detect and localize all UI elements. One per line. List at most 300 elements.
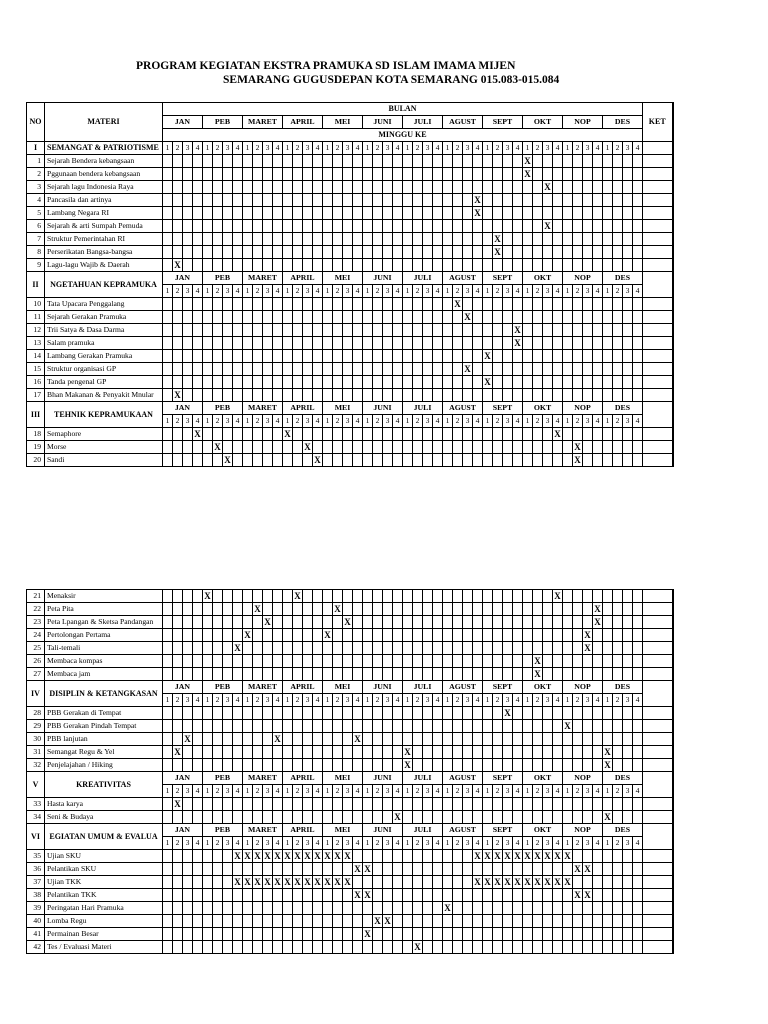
schedule-cell bbox=[553, 233, 563, 246]
schedule-cell bbox=[503, 350, 513, 363]
schedule-cell bbox=[163, 194, 173, 207]
schedule-cell bbox=[273, 168, 283, 181]
schedule-cell bbox=[323, 155, 333, 168]
schedule-cell bbox=[533, 194, 543, 207]
schedule-cell bbox=[563, 811, 573, 824]
week-number: 3 bbox=[343, 785, 353, 798]
schedule-cell bbox=[313, 207, 323, 220]
schedule-cell bbox=[363, 259, 373, 272]
activity-row bbox=[27, 181, 673, 194]
schedule-cell bbox=[243, 928, 253, 941]
schedule-cell bbox=[463, 798, 473, 811]
schedule-cell bbox=[463, 941, 473, 954]
month-header: JUNI bbox=[363, 402, 403, 415]
schedule-cell bbox=[443, 454, 453, 467]
schedule-cell bbox=[383, 642, 393, 655]
schedule-cell bbox=[513, 233, 523, 246]
schedule-cell bbox=[583, 746, 593, 759]
schedule-cell bbox=[353, 246, 363, 259]
schedule-cell bbox=[463, 389, 473, 402]
schedule-cell bbox=[173, 220, 183, 233]
month-header: PEB bbox=[203, 272, 243, 285]
schedule-mark: X bbox=[224, 455, 231, 465]
schedule-cell bbox=[353, 194, 363, 207]
schedule-cell bbox=[173, 928, 183, 941]
schedule-cell bbox=[303, 324, 313, 337]
schedule-cell bbox=[373, 259, 383, 272]
week-number: 2 bbox=[213, 694, 223, 707]
schedule-cell bbox=[503, 389, 513, 402]
schedule-cell bbox=[243, 233, 253, 246]
schedule-cell bbox=[353, 655, 363, 668]
schedule-cell bbox=[563, 220, 573, 233]
week-number: 1 bbox=[323, 142, 333, 155]
schedule-cell bbox=[493, 298, 503, 311]
schedule-cell bbox=[533, 928, 543, 941]
schedule-cell bbox=[373, 207, 383, 220]
schedule-cell bbox=[183, 194, 193, 207]
schedule-cell bbox=[603, 376, 613, 389]
schedule-cell bbox=[543, 733, 553, 746]
schedule-cell bbox=[383, 259, 393, 272]
schedule-cell bbox=[563, 207, 573, 220]
ket-cell bbox=[643, 142, 673, 155]
schedule-cell bbox=[233, 590, 243, 603]
week-number: 1 bbox=[323, 285, 333, 298]
schedule-cell bbox=[453, 733, 463, 746]
schedule-cell bbox=[523, 889, 533, 902]
schedule-cell bbox=[543, 915, 553, 928]
schedule-cell bbox=[613, 246, 623, 259]
schedule-cell bbox=[523, 863, 533, 876]
schedule-cell bbox=[213, 220, 223, 233]
schedule-cell bbox=[583, 655, 593, 668]
schedule-cell bbox=[323, 207, 333, 220]
row-number: 31 bbox=[27, 746, 45, 759]
schedule-cell bbox=[393, 902, 403, 915]
month-header: SEPT bbox=[483, 824, 523, 837]
schedule-cell bbox=[293, 233, 303, 246]
schedule-cell bbox=[473, 311, 483, 324]
schedule-cell bbox=[623, 707, 633, 720]
schedule-cell bbox=[363, 363, 373, 376]
schedule-cell bbox=[313, 233, 323, 246]
schedule-cell bbox=[183, 798, 193, 811]
schedule-cell bbox=[533, 220, 543, 233]
schedule-cell bbox=[203, 720, 213, 733]
schedule-cell bbox=[473, 616, 483, 629]
schedule-cell bbox=[583, 590, 593, 603]
schedule-cell bbox=[353, 876, 363, 889]
schedule-cell bbox=[163, 168, 173, 181]
schedule-cell bbox=[223, 259, 233, 272]
schedule-cell bbox=[363, 850, 373, 863]
schedule-cell bbox=[383, 337, 393, 350]
schedule-cell bbox=[303, 233, 313, 246]
schedule-cell bbox=[333, 428, 343, 441]
row-number: 9 bbox=[27, 259, 45, 272]
schedule-cell bbox=[413, 798, 423, 811]
schedule-cell bbox=[183, 376, 193, 389]
schedule-cell bbox=[453, 259, 463, 272]
schedule-mark: X bbox=[564, 877, 571, 887]
schedule-cell bbox=[433, 915, 443, 928]
schedule-cell bbox=[533, 207, 543, 220]
schedule-cell bbox=[573, 376, 583, 389]
week-number: 4 bbox=[593, 285, 603, 298]
schedule-cell bbox=[473, 889, 483, 902]
ket-cell bbox=[643, 389, 673, 402]
schedule-mark: X bbox=[484, 377, 491, 387]
schedule-cell bbox=[303, 629, 313, 642]
week-number: 4 bbox=[633, 694, 643, 707]
schedule-cell bbox=[553, 889, 563, 902]
schedule-cell bbox=[463, 181, 473, 194]
schedule-cell bbox=[333, 590, 343, 603]
schedule-cell bbox=[593, 259, 603, 272]
schedule-cell bbox=[163, 220, 173, 233]
week-number: 4 bbox=[273, 837, 283, 850]
schedule-cell bbox=[543, 246, 553, 259]
schedule-cell bbox=[273, 941, 283, 954]
week-number: 3 bbox=[623, 415, 633, 428]
schedule-cell bbox=[493, 759, 503, 772]
schedule-cell bbox=[423, 616, 433, 629]
schedule-cell bbox=[303, 454, 313, 467]
schedule-cell bbox=[393, 155, 403, 168]
week-number: 4 bbox=[313, 837, 323, 850]
schedule-cell bbox=[203, 207, 213, 220]
schedule-cell bbox=[463, 629, 473, 642]
schedule-cell bbox=[563, 454, 573, 467]
schedule-cell bbox=[253, 220, 263, 233]
schedule-cell bbox=[453, 720, 463, 733]
schedule-cell bbox=[553, 246, 563, 259]
schedule-cell bbox=[383, 194, 393, 207]
schedule-cell bbox=[283, 259, 293, 272]
schedule-mark: X bbox=[584, 643, 591, 653]
week-number: 4 bbox=[193, 837, 203, 850]
schedule-cell bbox=[443, 759, 453, 772]
schedule-cell bbox=[253, 941, 263, 954]
ket-cell bbox=[643, 759, 673, 772]
ket-cell bbox=[643, 850, 673, 863]
schedule-cell bbox=[433, 798, 443, 811]
schedule-cell bbox=[553, 759, 563, 772]
week-number: 2 bbox=[453, 142, 463, 155]
schedule-cell bbox=[213, 902, 223, 915]
schedule-cell bbox=[623, 863, 633, 876]
schedule-cell bbox=[413, 350, 423, 363]
schedule-cell bbox=[353, 428, 363, 441]
schedule-cell bbox=[293, 181, 303, 194]
schedule-mark: X bbox=[574, 890, 581, 900]
schedule-cell bbox=[273, 720, 283, 733]
schedule-cell bbox=[313, 155, 323, 168]
ket-cell bbox=[643, 824, 673, 850]
schedule-cell bbox=[363, 324, 373, 337]
schedule-cell bbox=[523, 759, 533, 772]
schedule-cell bbox=[413, 363, 423, 376]
week-number: 2 bbox=[613, 415, 623, 428]
schedule-cell bbox=[473, 941, 483, 954]
schedule-cell bbox=[363, 220, 373, 233]
schedule-cell bbox=[523, 454, 533, 467]
schedule-cell bbox=[273, 889, 283, 902]
week-number: 1 bbox=[203, 142, 213, 155]
schedule-cell bbox=[203, 298, 213, 311]
schedule-cell bbox=[503, 746, 513, 759]
schedule-cell bbox=[273, 363, 283, 376]
schedule-cell bbox=[433, 246, 443, 259]
schedule-cell bbox=[193, 246, 203, 259]
schedule-cell bbox=[293, 207, 303, 220]
schedule-cell bbox=[313, 655, 323, 668]
schedule-cell bbox=[483, 928, 493, 941]
schedule-cell bbox=[203, 311, 213, 324]
schedule-cell bbox=[423, 798, 433, 811]
schedule-cell bbox=[583, 454, 593, 467]
week-number: 1 bbox=[443, 285, 453, 298]
schedule-cell bbox=[453, 746, 463, 759]
schedule-cell bbox=[343, 733, 353, 746]
schedule-mark: X bbox=[334, 877, 341, 887]
schedule-cell bbox=[443, 590, 453, 603]
week-number: 2 bbox=[293, 694, 303, 707]
schedule-cell bbox=[303, 337, 313, 350]
activity-label: Sejarah lagu Indonesia Raya bbox=[45, 181, 163, 194]
activity-row bbox=[27, 941, 673, 954]
schedule-cell bbox=[423, 389, 433, 402]
schedule-cell bbox=[453, 915, 463, 928]
schedule-cell bbox=[473, 629, 483, 642]
schedule-mark: X bbox=[514, 325, 521, 335]
week-number: 3 bbox=[343, 694, 353, 707]
schedule-cell bbox=[423, 746, 433, 759]
schedule-cell bbox=[313, 603, 323, 616]
activity-label: PBB Gerakan di Tempat bbox=[45, 707, 163, 720]
schedule-cell bbox=[383, 168, 393, 181]
schedule-cell bbox=[363, 454, 373, 467]
schedule-cell bbox=[223, 889, 233, 902]
schedule-cell bbox=[313, 915, 323, 928]
month-header: AGUST bbox=[443, 681, 483, 694]
month-header: APRIL bbox=[283, 824, 323, 837]
schedule-cell bbox=[603, 798, 613, 811]
row-number: 37 bbox=[27, 876, 45, 889]
ket-cell bbox=[643, 798, 673, 811]
schedule-cell bbox=[383, 389, 393, 402]
schedule-cell bbox=[583, 616, 593, 629]
schedule-cell bbox=[543, 454, 553, 467]
schedule-cell bbox=[343, 629, 353, 642]
schedule-cell bbox=[443, 798, 453, 811]
week-number: 4 bbox=[193, 785, 203, 798]
schedule-cell bbox=[613, 389, 623, 402]
schedule-cell bbox=[383, 707, 393, 720]
schedule-cell bbox=[603, 629, 613, 642]
schedule-cell bbox=[493, 616, 503, 629]
schedule-cell bbox=[423, 720, 433, 733]
schedule-cell bbox=[253, 915, 263, 928]
schedule-cell bbox=[463, 207, 473, 220]
schedule-cell bbox=[503, 168, 513, 181]
schedule-cell bbox=[313, 642, 323, 655]
schedule-cell bbox=[403, 246, 413, 259]
activity-row bbox=[27, 194, 673, 207]
schedule-cell bbox=[343, 194, 353, 207]
schedule-cell bbox=[213, 928, 223, 941]
schedule-cell bbox=[373, 311, 383, 324]
schedule-cell bbox=[553, 941, 563, 954]
activity-row bbox=[27, 207, 673, 220]
schedule-cell bbox=[263, 655, 273, 668]
schedule-cell bbox=[243, 759, 253, 772]
schedule-cell bbox=[513, 155, 523, 168]
schedule-cell bbox=[293, 389, 303, 402]
week-number: 1 bbox=[563, 415, 573, 428]
row-number: 3 bbox=[27, 181, 45, 194]
schedule-cell bbox=[473, 220, 483, 233]
schedule-cell bbox=[173, 941, 183, 954]
ket-cell bbox=[643, 272, 673, 298]
activity-row bbox=[27, 850, 673, 863]
schedule-cell bbox=[493, 655, 503, 668]
schedule-cell bbox=[263, 350, 273, 363]
schedule-cell bbox=[593, 441, 603, 454]
schedule-cell bbox=[493, 863, 503, 876]
week-number: 2 bbox=[253, 415, 263, 428]
week-number: 3 bbox=[223, 785, 233, 798]
ket-cell bbox=[643, 629, 673, 642]
schedule-cell bbox=[223, 941, 233, 954]
schedule-cell bbox=[183, 350, 193, 363]
schedule-cell bbox=[383, 629, 393, 642]
schedule-cell bbox=[263, 311, 273, 324]
schedule-cell bbox=[433, 746, 443, 759]
schedule-cell bbox=[413, 194, 423, 207]
section-title: NGETAHUAN KEPRAMUKA bbox=[45, 272, 163, 298]
week-number: 4 bbox=[233, 285, 243, 298]
schedule-cell bbox=[253, 720, 263, 733]
schedule-cell bbox=[403, 311, 413, 324]
schedule-cell bbox=[423, 324, 433, 337]
week-number: 1 bbox=[523, 694, 533, 707]
week-number: 4 bbox=[393, 285, 403, 298]
week-number: 4 bbox=[233, 415, 243, 428]
schedule-cell bbox=[613, 850, 623, 863]
schedule-cell bbox=[323, 324, 333, 337]
schedule-cell bbox=[573, 759, 583, 772]
schedule-cell bbox=[413, 441, 423, 454]
schedule-cell bbox=[543, 207, 553, 220]
schedule-cell bbox=[253, 376, 263, 389]
schedule-cell bbox=[283, 155, 293, 168]
activity-label: Sejarah & arti Sumpah Pemuda bbox=[45, 220, 163, 233]
schedule-cell bbox=[323, 889, 333, 902]
week-number: 4 bbox=[593, 415, 603, 428]
schedule-cell bbox=[353, 220, 363, 233]
week-number: 1 bbox=[243, 285, 253, 298]
schedule-cell bbox=[163, 603, 173, 616]
schedule-cell bbox=[423, 311, 433, 324]
week-number: 1 bbox=[163, 415, 173, 428]
schedule-cell bbox=[323, 915, 333, 928]
schedule-cell bbox=[233, 363, 243, 376]
schedule-cell bbox=[393, 181, 403, 194]
schedule-cell bbox=[573, 798, 583, 811]
schedule-cell bbox=[473, 902, 483, 915]
schedule-mark: X bbox=[474, 877, 481, 887]
schedule-cell bbox=[343, 668, 353, 681]
week-number: 2 bbox=[213, 837, 223, 850]
schedule-cell bbox=[473, 454, 483, 467]
week-number: 2 bbox=[533, 415, 543, 428]
schedule-cell bbox=[543, 746, 553, 759]
schedule-cell bbox=[303, 246, 313, 259]
schedule-cell bbox=[243, 311, 253, 324]
schedule-cell bbox=[463, 246, 473, 259]
schedule-cell bbox=[543, 941, 553, 954]
schedule-cell bbox=[493, 337, 503, 350]
schedule-cell bbox=[573, 207, 583, 220]
activity-row bbox=[27, 376, 673, 389]
schedule-cell bbox=[613, 863, 623, 876]
schedule-mark: X bbox=[604, 812, 611, 822]
schedule-cell bbox=[593, 707, 603, 720]
schedule-cell bbox=[623, 603, 633, 616]
schedule-cell bbox=[433, 889, 443, 902]
schedule-cell bbox=[243, 720, 253, 733]
schedule-cell bbox=[583, 246, 593, 259]
schedule-cell bbox=[603, 889, 613, 902]
activity-label: Lagu-lagu Wajib & Daerah bbox=[45, 259, 163, 272]
schedule-cell bbox=[303, 616, 313, 629]
schedule-cell bbox=[583, 181, 593, 194]
schedule-cell bbox=[423, 454, 433, 467]
row-number: 42 bbox=[27, 941, 45, 954]
schedule-cell bbox=[423, 850, 433, 863]
schedule-cell bbox=[563, 311, 573, 324]
activity-label: Salam pramuka bbox=[45, 337, 163, 350]
schedule-cell bbox=[173, 668, 183, 681]
schedule-cell bbox=[163, 746, 173, 759]
schedule-cell bbox=[353, 850, 363, 863]
schedule-cell bbox=[523, 311, 533, 324]
schedule-cell bbox=[223, 298, 233, 311]
schedule-cell bbox=[613, 720, 623, 733]
schedule-cell bbox=[303, 759, 313, 772]
schedule-cell bbox=[613, 337, 623, 350]
schedule-cell bbox=[173, 733, 183, 746]
schedule-mark: X bbox=[334, 604, 341, 614]
week-number: 1 bbox=[283, 837, 293, 850]
schedule-cell bbox=[453, 363, 463, 376]
schedule-cell bbox=[483, 733, 493, 746]
schedule-cell bbox=[183, 168, 193, 181]
schedule-cell bbox=[283, 798, 293, 811]
schedule-cell bbox=[363, 668, 373, 681]
schedule-cell bbox=[503, 363, 513, 376]
week-number: 2 bbox=[373, 785, 383, 798]
schedule-cell bbox=[323, 707, 333, 720]
schedule-cell bbox=[433, 629, 443, 642]
schedule-mark: X bbox=[524, 169, 531, 179]
schedule-cell bbox=[263, 746, 273, 759]
schedule-cell bbox=[243, 915, 253, 928]
week-number: 4 bbox=[273, 415, 283, 428]
schedule-cell bbox=[593, 207, 603, 220]
